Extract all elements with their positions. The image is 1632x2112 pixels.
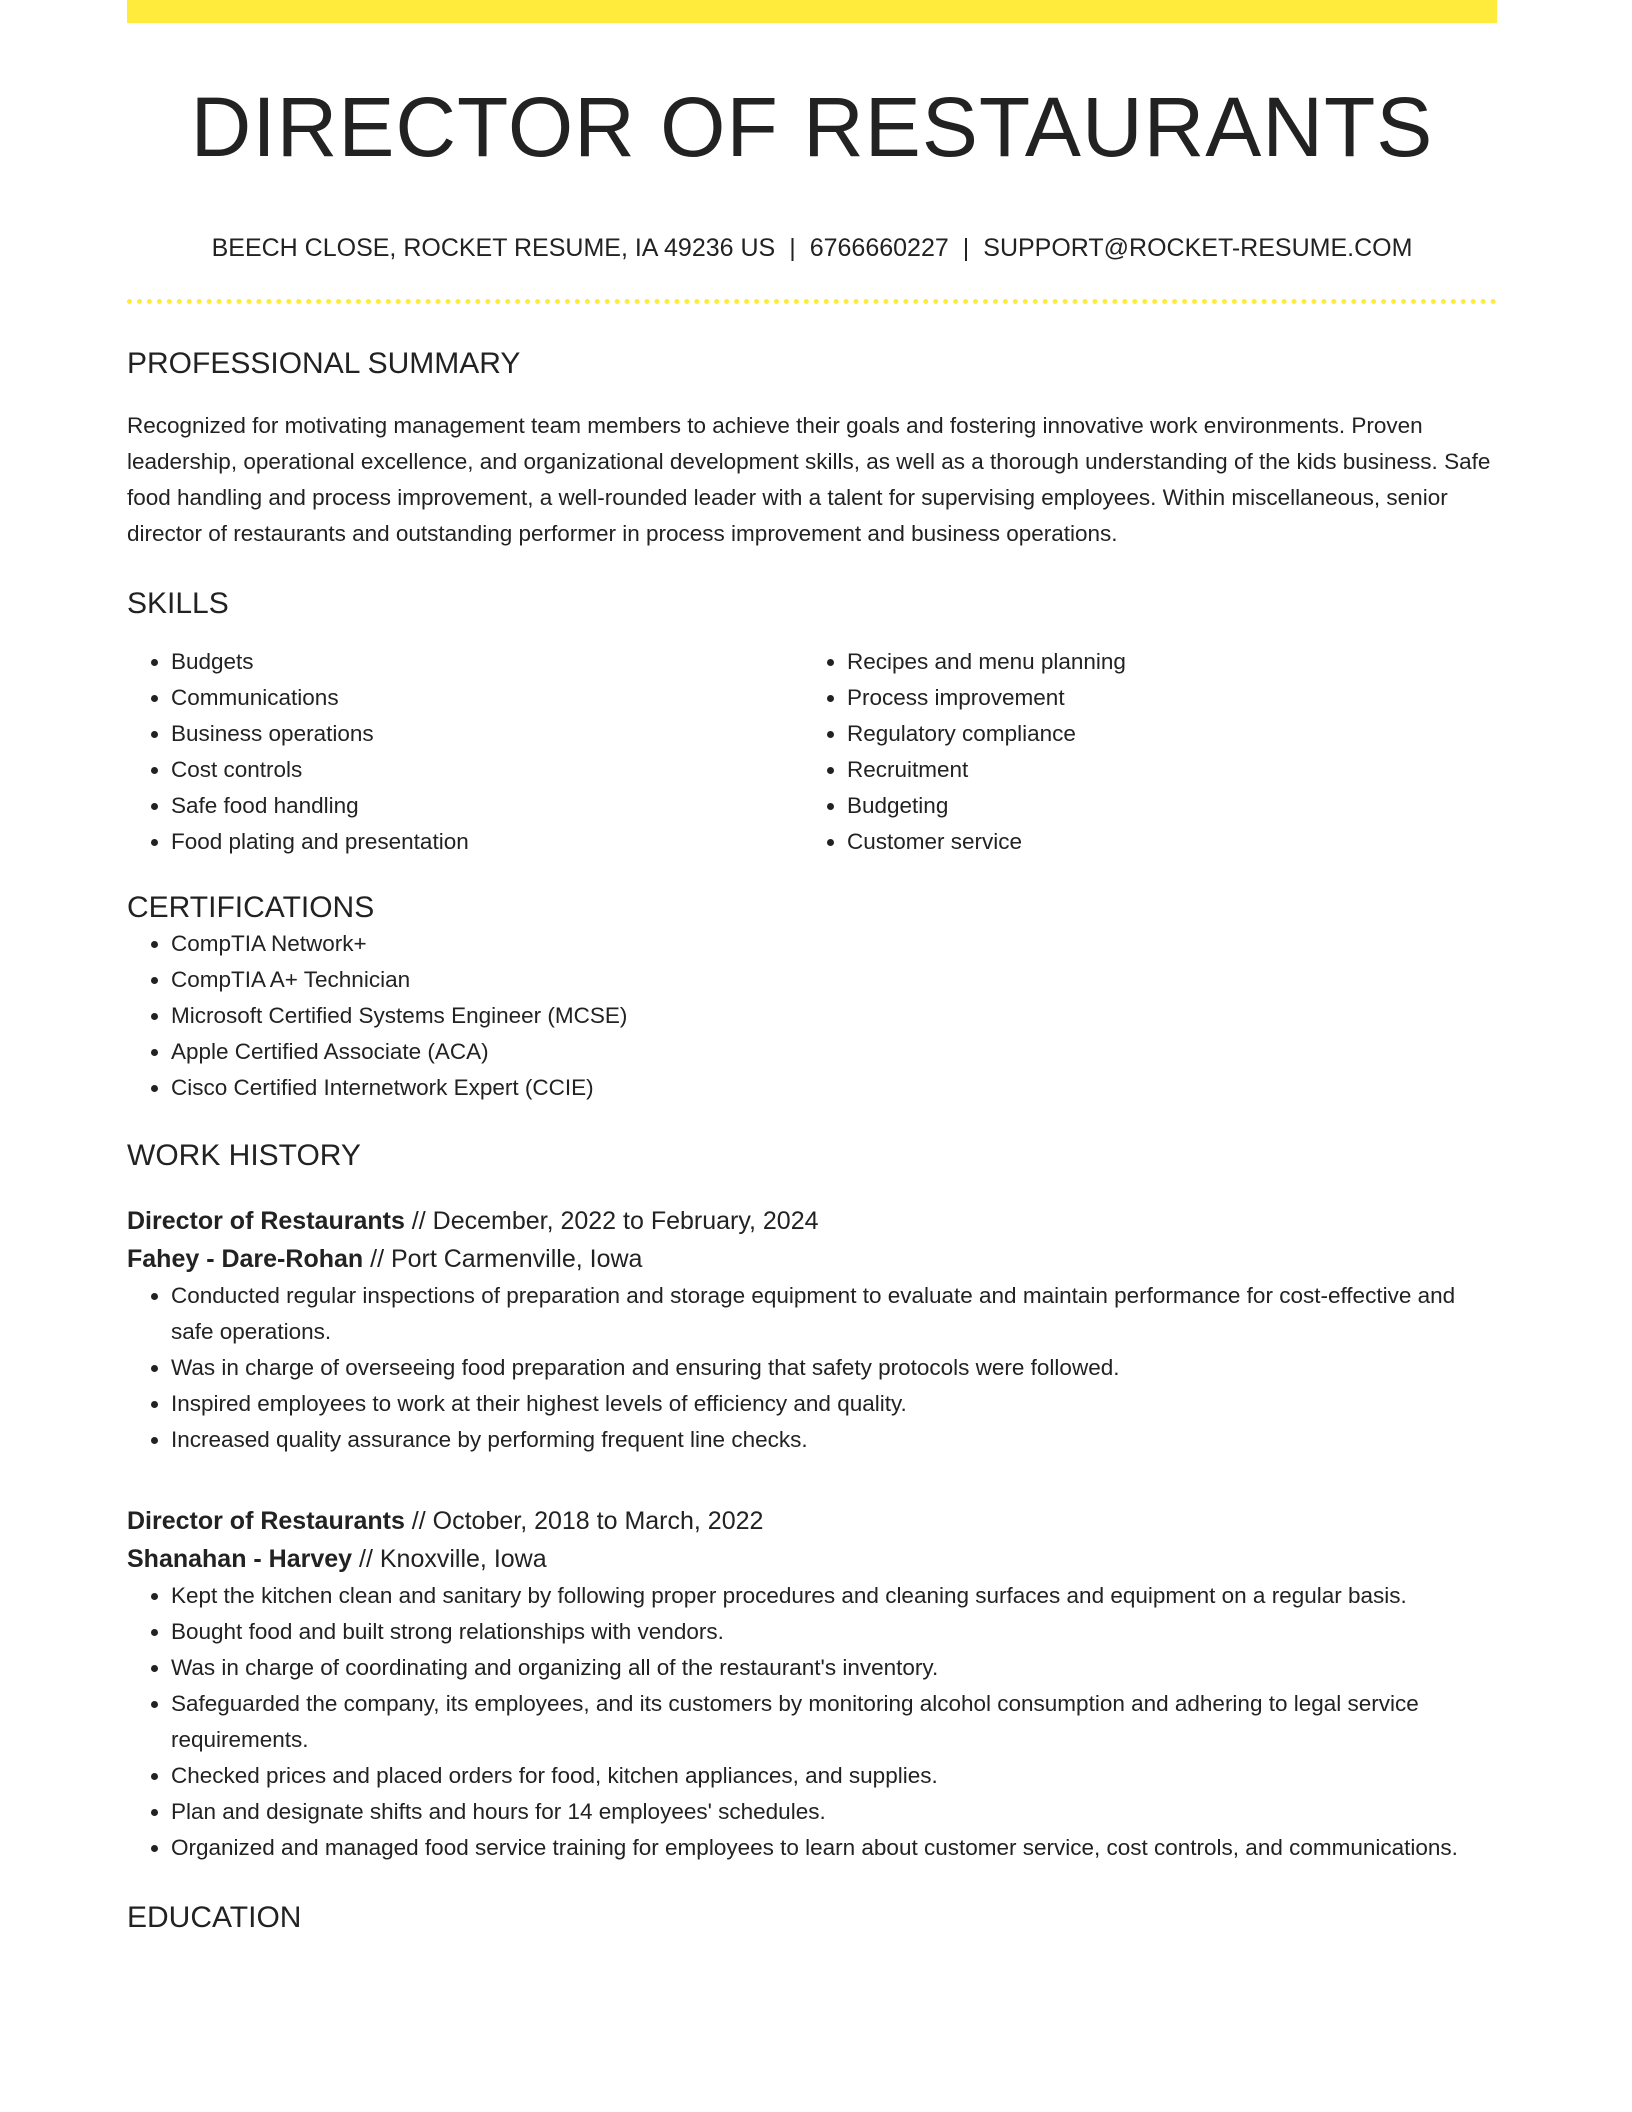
job-bullet: • Kept the kitchen clean and sanitary by following proper procedures and cleaning surfaces and equipment on a regular basis.: [171, 1578, 1497, 1614]
job-company-line: [127, 1240, 1497, 1278]
job-bullet: • Safeguarded the company, its employees, and its customers by monitoring alcohol consumption and adhering to legal service requirements.: [171, 1686, 1497, 1758]
summary-heading: PROFESSIONAL SUMMARY: [127, 347, 521, 381]
job-location: // Port Carmenville, Iowa: [363, 1245, 643, 1274]
job-company-line: [127, 1540, 1497, 1578]
job-bullet: • Bought food and built strong relationships with vendors.: [171, 1614, 1497, 1650]
job-dates: // October, 2018 to March, 2022: [404, 1507, 764, 1536]
phone: 6766660227: [809, 234, 949, 263]
job-entry: [127, 1202, 1497, 1458]
job-bullet: • Was in charge of overseeing food preparation and ensuring that safety protocols were followed.: [171, 1350, 1497, 1386]
job-bullet: • Conducted regular inspections of preparation and storage equipment to evaluate and maintain performance for cost-effective and safe operations.: [171, 1278, 1497, 1350]
job-bullet: • Was in charge of coordinating and organizing all of the restaurant's inventory.: [171, 1650, 1497, 1686]
skill-item: • Communications: [171, 680, 803, 716]
skills-heading: SKILLS: [127, 587, 229, 621]
contact-line: [127, 233, 1497, 263]
work-history-heading: WORK HISTORY: [127, 1139, 361, 1173]
job-bullets: [127, 1578, 1497, 1866]
job-title-line: [127, 1202, 1497, 1240]
certifications-heading: CERTIFICATIONS: [127, 891, 375, 925]
skill-item: • Recruitment: [847, 752, 1479, 788]
skill-item: • Food plating and presentation: [171, 824, 803, 860]
skills-list-left: [127, 644, 803, 860]
contact-separator: |: [789, 234, 796, 263]
dotted-divider: [127, 299, 1497, 304]
skills-columns: [127, 644, 1497, 860]
job-position: Director of Restaurants: [127, 1507, 405, 1536]
certification-item: • Cisco Certified Internetwork Expert (CCIE): [171, 1070, 1497, 1106]
skill-item: • Regulatory compliance: [847, 716, 1479, 752]
job-title-line: [127, 1502, 1497, 1540]
accent-bar: [127, 0, 1497, 23]
job-company: Fahey - Dare-Rohan: [127, 1245, 364, 1274]
skill-item: • Recipes and menu planning: [847, 644, 1479, 680]
skill-item: • Customer service: [847, 824, 1479, 860]
job-location: // Knoxville, Iowa: [352, 1545, 547, 1574]
job-bullet: • Increased quality assurance by performing frequent line checks.: [171, 1422, 1497, 1458]
address: BEECH CLOSE, ROCKET RESUME, IA 49236 US: [211, 234, 776, 263]
certifications-list: [127, 926, 1497, 1106]
job-bullet: • Organized and managed food service training for employees to learn about customer service, cost controls, and communications.: [171, 1830, 1497, 1866]
candidate-name: DIRECTOR OF RESTAURANTS: [190, 80, 1434, 174]
job-entry: [127, 1502, 1497, 1866]
job-bullet: • Checked prices and placed orders for food, kitchen appliances, and supplies.: [171, 1758, 1497, 1794]
summary-text: Recognized for motivating management team members to achieve their goals and fostering innovative work environments. Proven leadership, operational excellence, and organizational development skills, as well as a thorough understanding of the kids business. Safe food handling and process improvement, a well-rounded leader with a talent for supervising employees. Within miscellaneous, senior director of restaurants and outstanding performer in process improvement and business operations.: [127, 413, 1491, 547]
job-company: Shanahan - Harvey: [127, 1545, 353, 1574]
skill-item: • Budgeting: [847, 788, 1479, 824]
job-bullet: • Plan and designate shifts and hours for 14 employees' schedules.: [171, 1794, 1497, 1830]
certification-item: • Microsoft Certified Systems Engineer (MCSE): [171, 998, 1497, 1034]
certification-item: • CompTIA Network+: [171, 926, 1497, 962]
job-dates: // December, 2022 to February, 2024: [404, 1207, 819, 1236]
skill-item: • Cost controls: [171, 752, 803, 788]
resume-page: [127, 0, 1497, 1936]
certification-item: • CompTIA A+ Technician: [171, 962, 1497, 998]
skill-item: • Process improvement: [847, 680, 1479, 716]
email: SUPPORT@ROCKET-RESUME.COM: [983, 234, 1413, 263]
skills-list-right: [803, 644, 1479, 860]
certification-item: • Apple Certified Associate (ACA): [171, 1034, 1497, 1070]
skill-item: • Budgets: [171, 644, 803, 680]
skill-item: • Business operations: [171, 716, 803, 752]
contact-separator: |: [962, 234, 970, 263]
job-position: Director of Restaurants: [127, 1207, 405, 1236]
skill-item: • Safe food handling: [171, 788, 803, 824]
education-heading: EDUCATION: [127, 1901, 302, 1935]
job-bullet: • Inspired employees to work at their highest levels of efficiency and quality.: [171, 1386, 1497, 1422]
job-bullets: [127, 1278, 1497, 1458]
